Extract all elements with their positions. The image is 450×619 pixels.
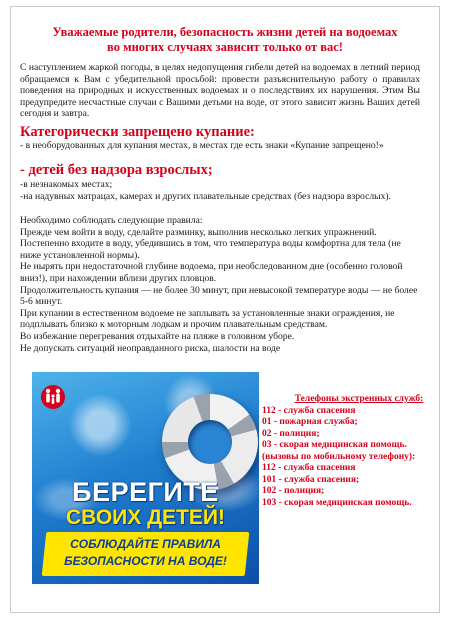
prohibited-heading-2: - детей без надзора взрослых;	[20, 162, 213, 178]
phone-item: 102 - полиция;	[262, 486, 325, 496]
rule-item: Постепенно входите в воду, убедившись в том, что температура воды комфортна для тела (не ниже установленной нормы).	[20, 238, 401, 261]
phone-item: 112 - служба спасения	[262, 405, 356, 416]
lifebuoy-image	[162, 394, 258, 490]
intro-paragraph: С наступлением жаркой погоды, в целях недопущения гибели детей на водоемах в летний период обращаемся к Вам с убедительной просьбой: провести разъяснительную работу о правилах поведения на природных и искусственных водоемах и о последствиях их нарушения. Этим Вы предупредите несчастные случаи с Вашими детьми на воде, от этого зависит жизнь Ваших детей сегодня и завтра.	[20, 62, 420, 120]
banner-subheadline: СВОИХ ДЕТЕЙ!	[66, 506, 225, 529]
rule-item: Не допускать ситуаций неоправданного риска, шалости на воде	[20, 342, 281, 354]
family-logo-icon	[40, 384, 66, 418]
prohibited-items	[20, 179, 420, 202]
prohibited-item-2: -в незнакомых местах;	[20, 179, 113, 190]
phone-item: 01 - пожарная служба;	[262, 417, 358, 427]
safety-banner	[32, 372, 259, 584]
prohibited-heading: Категорически запрещено купание:	[20, 124, 255, 140]
phone-item: 112 - служба спасения	[262, 463, 356, 473]
rule-item: Прежде чем войти в воду, сделайте разминку, выполнив несколько легких упражнений.	[20, 226, 377, 238]
phone-item: 101 - служба спасения;	[262, 474, 360, 485]
page-title	[31, 25, 419, 55]
title-line-2: во многих случаях зависит только от вас!	[107, 40, 343, 54]
banner-headline: БЕРЕГИТЕ	[72, 477, 219, 507]
phone-item: 02 - полиция;	[262, 428, 320, 439]
rules-list	[20, 215, 420, 354]
title-line-1: Уважаемые родители, безопасность жизни детей на водоемах	[52, 25, 398, 39]
rule-item: При купании в естественном водоеме не заплывать за установленные знаки ограждения, не подплывать близко к моторным лодкам и прочим плавательным средствам.	[20, 307, 395, 331]
rules-intro: Необходимо соблюдать следующие правила:	[20, 215, 203, 226]
phone-item: 03 - скорая медицинская помощь.	[262, 440, 407, 450]
phone-item: (вызовы по мобильному телефону):	[262, 451, 416, 462]
prohibited-item-1: - в необорудованных для купания местах, в местах где есть знаки «Купание запрещено!»	[20, 140, 384, 151]
band-line-2: БЕЗОПАСНОСТИ НА ВОДЕ!	[64, 554, 227, 568]
rule-item: Не нырять при недостаточной глубине водоема, при необследованном дне (особенно головой вниз!), при нахождении вблизи других пловцов.	[20, 261, 403, 284]
phones-title: Телефоны экстренных служб:	[294, 394, 424, 404]
emergency-phones	[262, 394, 434, 509]
band-line-1: СОБЛЮДАЙТЕ ПРАВИЛА	[70, 537, 221, 551]
banner-band-text	[44, 536, 247, 570]
phone-item: 103 - скорая медицинская помощь.	[262, 497, 412, 508]
rule-item: Во избежание перегревания отдыхайте на пляже в головном уборе.	[20, 330, 295, 342]
rule-item: Продолжительность купания — не более 30 минут, при невысокой температуре воды — не более 5-6 минут.	[20, 284, 418, 308]
prohibited-item-3: -на надувных матрацах, камерах и других плавательные средствах (без надзора взрослых).	[20, 190, 391, 202]
